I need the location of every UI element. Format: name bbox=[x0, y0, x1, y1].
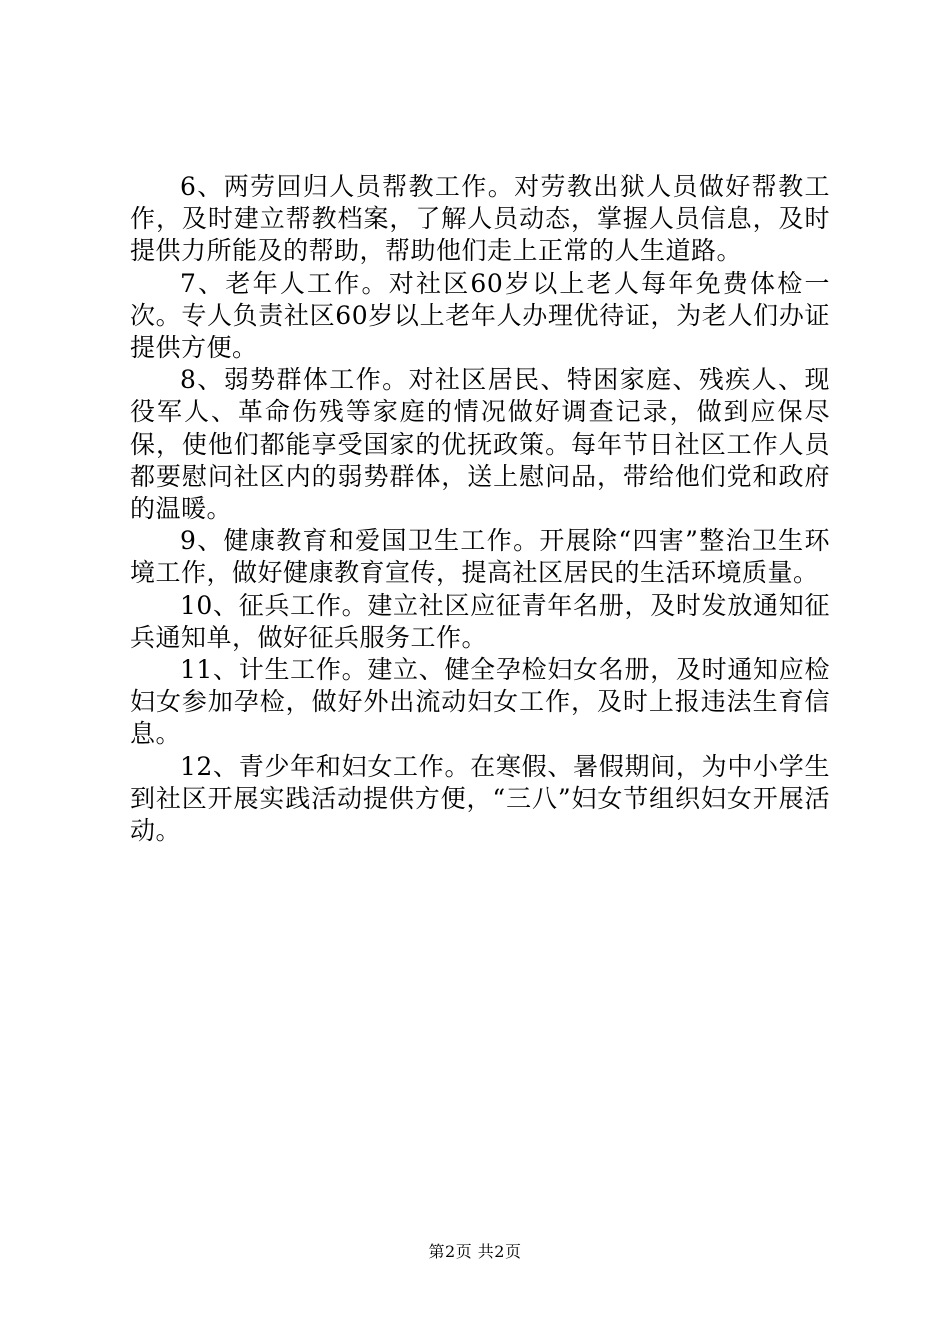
paragraph-item-10: 10、征兵工作。建立社区应征青年名册，及时发放通知征兵通知单，做好征兵服务工作。 bbox=[130, 590, 830, 652]
paragraph-item-9: 9、健康教育和爱国卫生工作。开展除“四害”整治卫生环境工作，做好健康教育宣传，提高社区居民的生活环境质量。 bbox=[130, 526, 830, 588]
paragraph-item-7: 7、老年人工作。对社区60岁以上老人每年免费体检一次。专人负责社区60岁以上老年人办理优待证，为老人们办证提供方便。 bbox=[130, 268, 830, 363]
document-body bbox=[130, 171, 830, 847]
page-number-label: 第2页 共2页 bbox=[428, 1242, 522, 1261]
paragraph-item-6: 6、两劳回归人员帮教工作。对劳教出狱人员做好帮教工作，及时建立帮教档案，了解人员动态，掌握人员信息，及时提供力所能及的帮助，帮助他们走上正常的人生道路。 bbox=[130, 172, 830, 266]
paragraph-item-12: 12、青少年和妇女工作。在寒假、暑假期间，为中小学生到社区开展实践活动提供方便，“三八”妇女节组织妇女开展活动。 bbox=[130, 751, 830, 846]
page-footer bbox=[0, 1242, 950, 1262]
paragraph-item-8: 8、弱势群体工作。对社区居民、特困家庭、残疾人、现役军人、革命伤残等家庭的情况做好调查记录，做到应保尽保，使他们都能享受国家的优抚政策。每年节日社区工作人员都要慰问社区内的弱势群体，送上慰问品，带给他们党和政府的温暖。 bbox=[130, 365, 830, 524]
paragraph-item-11: 11、计生工作。建立、健全孕检妇女名册，及时通知应检妇女参加孕检，做好外出流动妇女工作，及时上报违法生育信息。 bbox=[130, 655, 830, 749]
